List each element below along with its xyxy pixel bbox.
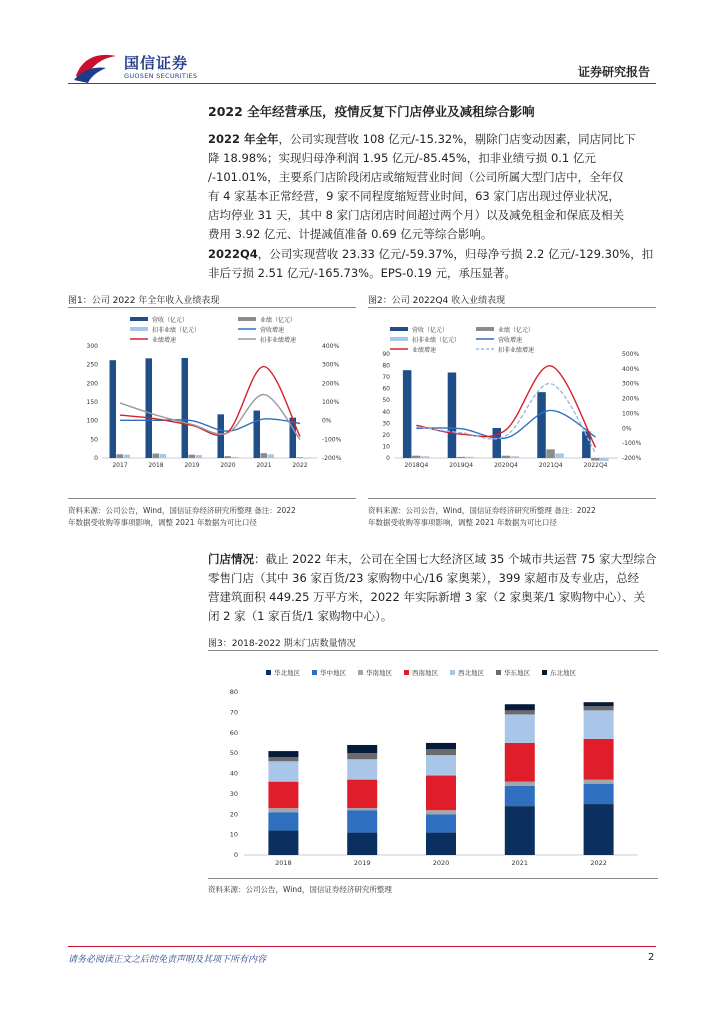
stacked-bar-segment bbox=[584, 804, 614, 855]
bar bbox=[448, 372, 457, 458]
company-logo bbox=[72, 50, 202, 84]
legend-label: 营收增速 bbox=[260, 327, 285, 334]
x-tick-label: 2021Q4 bbox=[538, 462, 563, 469]
stacked-bar-segment bbox=[584, 780, 614, 784]
x-tick-label: 2018 bbox=[148, 462, 164, 469]
legend-label: 华北地区 bbox=[274, 669, 300, 677]
stacked-bar-segment bbox=[505, 786, 535, 806]
y-tick-label: 90 bbox=[382, 351, 390, 358]
legend-swatch bbox=[358, 670, 363, 675]
bar bbox=[466, 457, 475, 458]
legend-label: 营收增速 bbox=[498, 337, 523, 344]
stacked-bar-segment bbox=[584, 702, 614, 706]
legend-swatch bbox=[390, 327, 408, 331]
x-tick-label: 2022 bbox=[292, 462, 308, 469]
stacked-bar-segment bbox=[347, 753, 377, 759]
y2-tick-label: -100% bbox=[322, 436, 342, 444]
bar bbox=[537, 392, 546, 458]
y-tick-label: 0 bbox=[94, 455, 98, 462]
bar bbox=[457, 457, 466, 458]
figure3-source: 资料来源：公司公告，Wind，国信证券经济研究所整理 bbox=[208, 885, 392, 894]
x-tick-label: 2021 bbox=[511, 859, 529, 867]
legend-swatch bbox=[450, 670, 455, 675]
bar bbox=[261, 453, 268, 458]
bar bbox=[110, 360, 117, 458]
bar bbox=[304, 458, 311, 459]
y2-tick-label: 0% bbox=[622, 425, 632, 433]
stacked-bar-segment bbox=[268, 812, 298, 830]
legend-label: 营收（亿元） bbox=[412, 327, 449, 334]
stacked-bar-segment bbox=[347, 833, 377, 855]
figure1-source: 资料来源：公司公告，Wind，国信证券经济研究所整理 备注：2022 年数据受收购等事项影响，调整 2021 年数据为可比口径 bbox=[68, 506, 296, 527]
footer-divider bbox=[68, 946, 656, 947]
x-tick-label: 2021 bbox=[256, 462, 272, 469]
stacked-bar-segment bbox=[505, 782, 535, 786]
figure3-top-rule bbox=[208, 650, 658, 651]
stacked-bar-segment bbox=[505, 704, 535, 710]
y2-tick-label: 100% bbox=[622, 410, 640, 418]
paragraph-annual: 2022 年全年，公司实现营收 108 亿元/-15.32%，剔除门店变动因素，同店同比下 降 18.98%；实现归母净利润 1.95 亿元/-85.45%，扣非业绩亏损 0.1 亿元 /-101.01%，主要系门店阶段闭店或缩短营业时间（公司所属大型门店中，全年仅 有 4 家基本正常经营，9 家不同程度缩短营业时间，63 家门店出现过停业状况， 店均停业 31 天，其中 8 家门店闭店时间超过两个月）以及减免租金和保底及相关 费用 3.92 亿元、计提减值准备 0.69 亿元等综合影响。 bbox=[208, 132, 636, 241]
y2-tick-label: -200% bbox=[622, 455, 642, 462]
y2-tick-label: 400% bbox=[322, 343, 340, 350]
bar bbox=[502, 456, 511, 458]
bar bbox=[591, 458, 600, 461]
y-tick-label: 10 bbox=[229, 830, 238, 839]
bar bbox=[412, 456, 421, 458]
series-line bbox=[416, 410, 595, 438]
stacked-bar-segment bbox=[347, 808, 377, 810]
legend-label: 扣非业绩增速 bbox=[498, 347, 535, 354]
page-number: 2 bbox=[648, 952, 655, 963]
stacked-bar-segment bbox=[426, 833, 456, 855]
legend-label: 扣非业绩（亿元） bbox=[152, 327, 201, 334]
y-tick-label: 70 bbox=[229, 708, 238, 717]
stacked-bar-segment bbox=[268, 831, 298, 855]
x-tick-label: 2020 bbox=[432, 859, 450, 867]
y-tick-label: 40 bbox=[229, 769, 238, 778]
y-tick-label: 20 bbox=[382, 431, 390, 439]
section-title: 2022 全年经营承压，疫情反复下门店停业及减租综合影响 bbox=[208, 104, 535, 119]
bar bbox=[218, 414, 225, 458]
x-tick-label: 2019 bbox=[184, 462, 200, 469]
y-tick-label: 100 bbox=[86, 417, 98, 425]
y-tick-label: 30 bbox=[382, 420, 390, 428]
y-tick-label: 250 bbox=[86, 361, 98, 369]
stacked-bar-segment bbox=[505, 714, 535, 743]
legend-swatch bbox=[266, 670, 271, 675]
figure3-chart bbox=[208, 654, 658, 876]
y-tick-label: 70 bbox=[382, 374, 390, 382]
bar bbox=[189, 455, 196, 458]
bar bbox=[146, 358, 153, 458]
y2-tick-label: 100% bbox=[322, 399, 340, 406]
bar bbox=[254, 411, 261, 458]
legend-label: 西南地区 bbox=[412, 669, 438, 677]
stacked-bar-segment bbox=[426, 743, 456, 749]
stacked-bar-segment bbox=[505, 710, 535, 714]
bar bbox=[232, 457, 239, 458]
bar bbox=[511, 456, 520, 458]
stacked-bar-segment bbox=[584, 706, 614, 710]
y-tick-label: 80 bbox=[382, 362, 390, 370]
stacked-bar-segment bbox=[268, 761, 298, 781]
series-line bbox=[416, 384, 595, 453]
stacked-bar-segment bbox=[426, 749, 456, 755]
y-tick-label: 60 bbox=[382, 385, 390, 393]
x-tick-label: 2020Q4 bbox=[494, 462, 518, 469]
bar bbox=[124, 455, 131, 458]
y-tick-label: 50 bbox=[90, 436, 98, 444]
stacked-bar-segment bbox=[426, 776, 456, 811]
legend-label: 业绩（亿元） bbox=[260, 317, 297, 324]
y2-tick-label: -200% bbox=[322, 455, 342, 462]
y-tick-label: 10 bbox=[382, 443, 390, 451]
figure2-chart bbox=[368, 308, 656, 488]
figure2-title: 图2：公司 2022Q4 收入业绩表现 bbox=[368, 296, 506, 306]
y-tick-label: 50 bbox=[382, 397, 390, 405]
figure1-bottom-rule bbox=[68, 498, 356, 499]
legend-swatch bbox=[476, 327, 494, 331]
legend-swatch bbox=[238, 317, 256, 321]
bar bbox=[297, 457, 304, 458]
bar bbox=[160, 454, 167, 458]
figure3-title: 图3：2018-2022 期末门店数量情况 bbox=[208, 639, 356, 649]
header-divider bbox=[68, 83, 656, 84]
bar bbox=[555, 453, 564, 458]
legend-label: 营收（亿元） bbox=[152, 317, 189, 324]
bar bbox=[182, 358, 189, 458]
stacked-bar-segment bbox=[426, 755, 456, 775]
stacked-bar-segment bbox=[426, 810, 456, 814]
x-tick-label: 2020 bbox=[220, 462, 236, 469]
figure1-title: 图1：公司 2022 年全年收入业绩表现 bbox=[68, 296, 220, 306]
logo-mark-icon bbox=[72, 50, 118, 84]
bar bbox=[421, 456, 430, 458]
bar bbox=[117, 454, 124, 458]
y-tick-label: 150 bbox=[86, 399, 98, 406]
figure2-bottom-rule bbox=[368, 498, 656, 499]
bar bbox=[196, 455, 203, 458]
paragraph-q4: 2022Q4，公司实现营收 23.33 亿元/-59.37%，归母净亏损 2.2 亿元/-129.30%，扣 非后亏损 2.51 亿元/-165.73%。EPS-0.19 元，承压显著。 bbox=[208, 247, 654, 280]
stacked-bar-segment bbox=[584, 784, 614, 804]
stacked-bar-segment bbox=[426, 814, 456, 832]
legend-label: 扣非业绩（亿元） bbox=[412, 337, 461, 344]
legend-label: 业绩（亿元） bbox=[498, 327, 535, 334]
stacked-bar-segment bbox=[584, 739, 614, 780]
paragraph-lead: 2022 年全年 bbox=[208, 132, 279, 146]
legend-swatch bbox=[390, 337, 408, 341]
bar bbox=[268, 454, 275, 458]
legend-swatch bbox=[130, 317, 148, 321]
footer-disclaimer: 请务必阅读正文之后的免责声明及其项下所有内容 bbox=[68, 955, 267, 965]
legend-label: 华中地区 bbox=[320, 669, 346, 677]
legend-label: 扣非业绩增速 bbox=[260, 337, 297, 344]
x-tick-label: 2022 bbox=[590, 859, 607, 867]
y2-tick-label: 200% bbox=[622, 395, 640, 403]
bar bbox=[403, 370, 412, 458]
legend-swatch bbox=[542, 670, 547, 675]
y-tick-label: 60 bbox=[229, 728, 238, 737]
paragraph-lead: 门店情况 bbox=[208, 552, 254, 566]
figure1-chart bbox=[68, 308, 356, 488]
logo-text-en: GUOSEN SECURITIES bbox=[124, 72, 198, 80]
logo-text-cn: 国信证券 bbox=[124, 54, 189, 72]
y2-tick-label: 300% bbox=[322, 361, 340, 369]
y-tick-label: 20 bbox=[229, 810, 238, 819]
stacked-bar-segment bbox=[347, 745, 377, 753]
stacked-bar-segment bbox=[505, 806, 535, 855]
report-type: 证券研究报告 bbox=[578, 65, 651, 79]
legend-swatch bbox=[496, 670, 501, 675]
paragraph-lead: 2022Q4 bbox=[208, 247, 258, 261]
stacked-bar-segment bbox=[505, 743, 535, 782]
y-tick-label: 0 bbox=[233, 851, 238, 859]
legend-label: 业绩增速 bbox=[152, 337, 177, 344]
figure3-bottom-rule bbox=[208, 878, 658, 879]
y-tick-label: 300 bbox=[86, 343, 98, 350]
stacked-bar-segment bbox=[268, 782, 298, 808]
y2-tick-label: 500% bbox=[622, 351, 640, 358]
y-tick-label: 80 bbox=[229, 688, 238, 696]
bar bbox=[225, 456, 232, 458]
stacked-bar-segment bbox=[347, 810, 377, 832]
y2-tick-label: 200% bbox=[322, 380, 340, 388]
x-tick-label: 2019 bbox=[353, 859, 371, 867]
stacked-bar-segment bbox=[268, 808, 298, 812]
y-tick-label: 0 bbox=[386, 455, 390, 462]
y-tick-label: 50 bbox=[229, 749, 238, 758]
y-tick-label: 30 bbox=[229, 789, 238, 798]
x-tick-label: 2018 bbox=[275, 859, 292, 867]
legend-label: 业绩增速 bbox=[412, 347, 437, 354]
legend-label: 西北地区 bbox=[458, 669, 484, 677]
x-tick-label: 2022Q4 bbox=[583, 462, 608, 469]
stacked-bar-segment bbox=[347, 759, 377, 779]
paragraph-stores: 门店情况：截止 2022 年末，公司在全国七大经济区域 35 个城市共运营 75 家大型综合 零售门店（其中 36 家百货/23 家购物中心/16 家奥莱），399 家超市及专业店，总经 营建筑面积 449.25 万平方米，2022 年实际新增 3 家（2 家奥莱/1 家购物中心）、关 闭 2 家（1 家百货/1 家购物中心）。 bbox=[208, 552, 657, 623]
bar bbox=[600, 458, 609, 461]
legend-label: 华东地区 bbox=[504, 669, 530, 677]
x-tick-label: 2018Q4 bbox=[404, 462, 429, 469]
legend-label: 东北地区 bbox=[550, 669, 576, 677]
stacked-bar-segment bbox=[584, 710, 614, 739]
legend-swatch bbox=[130, 327, 148, 331]
y2-tick-label: 300% bbox=[622, 380, 640, 388]
y2-tick-label: 0% bbox=[322, 417, 332, 425]
legend-swatch bbox=[404, 670, 409, 675]
x-tick-label: 2017 bbox=[112, 462, 128, 469]
y-tick-label: 200 bbox=[86, 380, 98, 388]
y2-tick-label: 400% bbox=[622, 365, 640, 373]
bar bbox=[153, 454, 160, 458]
stacked-bar-segment bbox=[347, 780, 377, 809]
figure2-source: 资料来源：公司公告，Wind，国信证券经济研究所整理 备注：2022 年数据受收购等事项影响，调整 2021 年数据为可比口径 bbox=[368, 506, 596, 527]
bar bbox=[493, 428, 502, 458]
y-tick-label: 40 bbox=[382, 408, 390, 416]
stacked-bar-segment bbox=[268, 751, 298, 757]
x-tick-label: 2019Q4 bbox=[449, 462, 474, 469]
bar bbox=[546, 449, 555, 458]
legend-swatch bbox=[312, 670, 317, 675]
y2-tick-label: -100% bbox=[622, 440, 642, 448]
stacked-bar-segment bbox=[268, 757, 298, 761]
legend-label: 华南地区 bbox=[366, 669, 392, 677]
